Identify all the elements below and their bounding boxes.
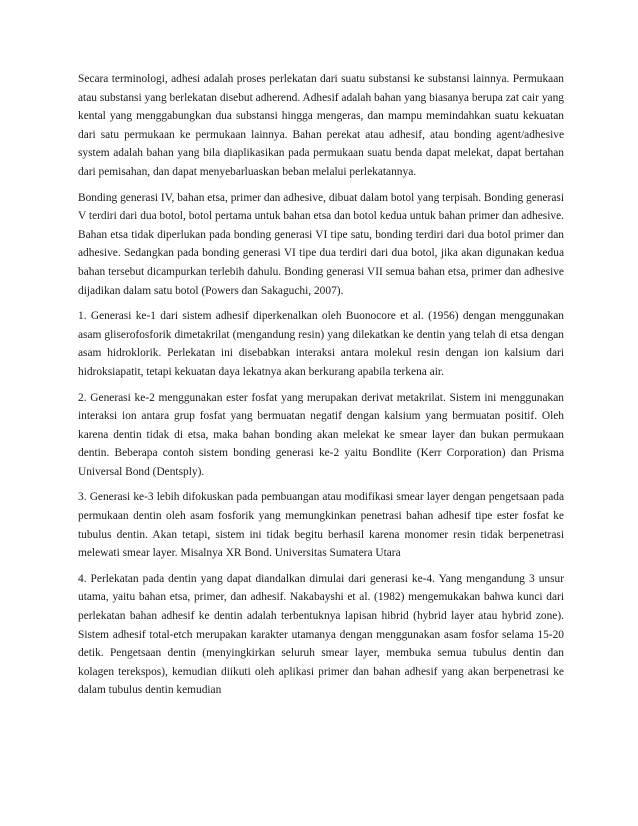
paragraph-generation-1: 1. Generasi ke-1 dari sistem adhesif diperkenalkan oleh Buonocore et al. (1956) dengan menggunakan asam gliserofosforik dimetakrilat (mengandung resin) yang dilekatkan ke dentin yang telah di etsa dengan asam hidroklorik. Perlekatan ini disebabkan interaksi antara molekul resin dengan ion kalsium dari hidroksiapatit, tetapi kekuatan daya lekatnya akan berkurang apabila terkena air. (78, 310, 564, 378)
paragraph-generation-3: 3. Generasi ke-3 lebih difokuskan pada pembuangan atau modifikasi smear layer dengan pengetsaan pada permukaan dentin oleh asam fosforik yang memungkinkan penetrasi bahan adhesif tipe ester fosfat ke tubulus dentin. Akan tetapi, sistem ini tidak begitu berhasil karena monomer resin tidak berpenetrasi melewati smear layer. Misalnya XR Bond. Universitas Sumatera Utara (78, 491, 564, 560)
paragraph-adhesion-definition: Secara terminologi, adhesi adalah proses perlekatan dari suatu substansi ke substansi lainnya. Permukaan atau substansi yang berlekatan disebut adherend. Adhesif adalah bahan yang biasanya berupa zat cair yang kental yang menggabungkan dua substansi hingga mengeras, dan mampu memindahkan suatu kekuatan dari satu permukaan ke permukaan lainnya. Bahan perekat atau adhesif, atau bonding agent/adhesive system adalah bahan yang bila diaplikasikan pada permukaan suatu benda dapat melekat, dapat bertahan dari pemisahan, dan dapat menyebarluaskan beban melalui perlekatannya. (78, 73, 564, 178)
paragraph-generation-4: 4. Perlekatan pada dentin yang dapat diandalkan dimulai dari generasi ke-4. Yang mengandung 3 unsur utama, yaitu bahan etsa, primer, dan adhesif. Nakabayshi et al. (1982) mengemukakan bahwa kunci dari perlekatan bahan adhesif ke dentin adalah terbentuknya lapisan hibrid (hybrid layer atau hybrid zone). Sistem adhesif total-etch merupakan karakter utamanya dengan menggunakan asam fosfor selama 15-20 detik. Pengetsaan dentin (menyingkirkan seluruh smear layer, membuka semua tubulus dentin dan kolagen terekspos), kemudian diikuti oleh aplikasi primer dan bahan adhesif yang akan berpenetrasi ke dalam tubulus dentin kemudian (78, 572, 564, 697)
paragraph-bonding-generations: Bonding generasi IV, bahan etsa, primer dan adhesive, dibuat dalam botol yang terpisah. Bonding generasi V terdiri dari dua botol, botol pertama untuk bahan etsa dan botol kedua untuk bahan primer dan adhesive. Bahan etsa tidak diperlukan pada bonding generasi VI tipe satu, bonding terdiri dari dua botol primer dan adhesive. Sedangkan pada bonding generasi VI tipe dua terdiri dari dua botol, jika akan digunakan kedua bahan tersebut dicampurkan terlebih dahulu. Bonding generasi VII semua bahan etsa, primer dan adhesive dijadikan dalam satu botol (Powers dan Sakaguchi, 2007). (78, 191, 564, 297)
paragraph-generation-2: 2. Generasi ke-2 menggunakan ester fosfat yang merupakan derivat metakrilat. Sistem ini menggunakan interaksi ion antara grup fosfat yang bermuatan negatif dengan kalsium yang bermuatan positif. Oleh karena dentin tidak di etsa, maka bahan bonding akan melekat ke smear layer dan bukan permukaan dentin. Beberapa contoh sistem bonding generasi ke-2 yaitu Bondlite (Kerr Corporation) dan Prisma Universal Bond (Dentsply). (78, 391, 564, 478)
document-page (78, 70, 564, 700)
